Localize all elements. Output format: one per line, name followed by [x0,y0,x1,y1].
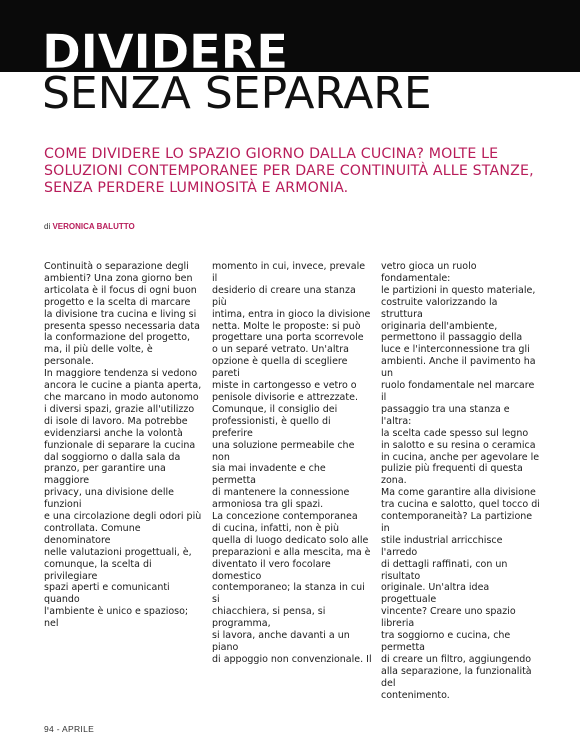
byline-prefix: di [44,222,51,231]
title-line-2: SENZA SEPARARE [42,68,432,119]
body-column-2: momento in cui, invece, prevale il desiderio di creare una stanza più intima, entra in gioco la divisione netta. Molte le proposte: si può progettare una porta scorrevole o un separé vetrato. Un'altra opzione è quella di scegliere pareti miste in cartongesso e vetro o penisole divisorie e attrezzate. Comunque, il consiglio dei professionisti, è quello di preferire una soluzione permeabile che non sia mai invadente e che permetta di mantenere la connessione armoniosa tra gli spazi. La concezione contemporanea di cucina, infatti, non è più quella di luogo dedicato solo alle preparazioni e alla mescita, ma è diventato il vero focolare domestico contemporaneo; la stanza in cui si chiacchiera, si pensa, si programma, si lavora, anche davanti a un piano di appoggio non convenzionale. Il [212,261,372,665]
article-subtitle: COME DIVIDERE LO SPAZIO GIORNO DALLA CUCINA? MOLTE LE SOLUZIONI CONTEMPORANEE PER DARE CONTINUITÀ ALLE STANZE, SENZA PERDERE LUMINOSITÀ E ARMONIA. [44,146,534,196]
body-column-1: Continuità o separazione degli ambienti? Una zona giorno ben articolata è il focus di ogni buon progetto e la scelta di marcare la divisione tra cucina e living si presenta spesso necessaria data la conformazione del progetto, ma, il più delle volte, è personale. In maggiore tendenza si vedono ancora le cucine a pianta aperta, che marcano in modo autonomo i diversi spazi, grazie all'utilizzo di isole di lavoro. Ma potrebbe evidenziarsi anche la volontà funzionale di separare la cucina dal soggiorno o dalla sala da pranzo, per garantire una maggiore privacy, una divisione delle funzioni e una circolazione degli odori più controllata. Comune denominatore nelle valutazioni progettuali, è, comunque, la scelta di privilegiare spazi aperti e comunicanti quando l'ambiente è unico e spazioso; nel [44,261,202,630]
page-folio: 94 - APRILE [44,724,95,734]
article-title [42,25,562,119]
title-line-1: DIVIDERE [42,25,288,80]
body-column-3: vetro gioca un ruolo fondamentale: le partizioni in questo materiale, costruite valorizzando la struttura originaria dell'ambiente, permettono il passaggio della luce e l'interconnessione tra gli ambienti. Anche il pavimento ha un ruolo fondamentale nel marcare il passaggio tra una stanza e l'altra: la scelta cade spesso sul legno in salotto e su resina o ceramica in cucina, anche per agevolare le pulizie più frequenti di questa zona. Ma come garantire alla divisione tra cucina e salotto, quel tocco di contemporaneità? La partizione in stile industrial arricchisce l'arredo di dettagli raffinati, con un risultato originale. Un'altra idea progettuale vincente? Creare uno spazio libreria tra soggiorno e cucina, che permetta di creare un filtro, aggiungendo alla separazione, la funzionalità del contenimento. [381,261,540,701]
byline-author: VERONICA BALUTTO [52,222,135,231]
byline [44,222,135,231]
